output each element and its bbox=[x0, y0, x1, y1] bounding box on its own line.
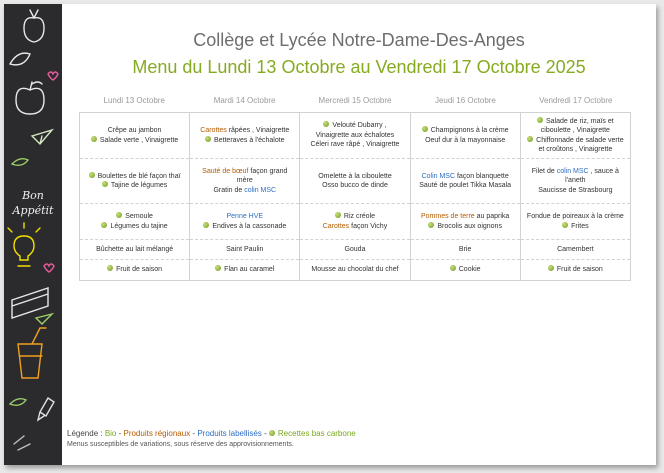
course-row-side bbox=[80, 204, 631, 240]
dish-text: Gratin de bbox=[213, 186, 245, 194]
dish-line bbox=[192, 176, 297, 186]
dish-line bbox=[302, 172, 407, 182]
menu-cell-tuesday bbox=[190, 204, 300, 240]
dish-line bbox=[523, 145, 628, 155]
menu-cell-thursday bbox=[410, 113, 520, 159]
course-row-dessert bbox=[80, 260, 631, 281]
legend-separator: - bbox=[261, 429, 269, 438]
menu-cell-monday bbox=[80, 260, 190, 281]
low-carbon-icon bbox=[116, 212, 122, 218]
low-carbon-icon bbox=[562, 222, 568, 228]
menu-cell-monday bbox=[80, 159, 190, 204]
dish-text: Flan au caramel bbox=[224, 266, 275, 274]
dish-line bbox=[82, 181, 187, 191]
menu-cell-friday bbox=[520, 240, 630, 260]
dish-text: Saucisse de Strasbourg bbox=[538, 186, 613, 194]
low-carbon-icon bbox=[428, 222, 434, 228]
menu-cell-thursday bbox=[410, 204, 520, 240]
dish-text: Légumes du tajine bbox=[110, 222, 168, 230]
dish-line bbox=[523, 222, 628, 232]
dish-line bbox=[413, 245, 518, 255]
dish-text: Mousse au chocolat du chef bbox=[311, 266, 399, 274]
low-carbon-icon bbox=[107, 265, 113, 271]
dish-line bbox=[302, 181, 407, 191]
menu-page bbox=[4, 4, 656, 465]
dish-line bbox=[413, 181, 518, 191]
dish-text: Betteraves à l'échalote bbox=[213, 136, 285, 144]
dish-text: râpées , Vinaigrette bbox=[226, 127, 290, 134]
labelled-product: colin MSC bbox=[556, 167, 589, 175]
course-row-cheese bbox=[80, 240, 631, 260]
menu-cell-friday bbox=[520, 260, 630, 281]
low-carbon-icon bbox=[205, 136, 211, 142]
chalkboard-decoration bbox=[4, 4, 62, 465]
dish-line bbox=[413, 222, 518, 232]
dish-line bbox=[302, 212, 407, 222]
menu-cell-friday bbox=[520, 159, 630, 204]
menu-cell-tuesday bbox=[190, 260, 300, 281]
legend-bio: Bio bbox=[104, 429, 117, 438]
low-carbon-icon bbox=[335, 212, 341, 218]
chalkboard-illustrations-icon bbox=[4, 4, 62, 465]
dish-text: Sauté de poulet Tikka Masala bbox=[419, 182, 512, 189]
dish-line bbox=[523, 176, 628, 186]
dish-line bbox=[302, 131, 407, 141]
labelled-product: Penne HVE bbox=[226, 213, 264, 220]
menu-cell-thursday bbox=[410, 260, 520, 281]
low-carbon-icon bbox=[102, 181, 108, 187]
dish-text: Semoule bbox=[125, 213, 153, 220]
dish-line bbox=[302, 265, 407, 275]
dish-text: Brocolis aux oignons bbox=[437, 222, 502, 230]
regional-product: Sauté de bœuf bbox=[202, 167, 249, 175]
low-carbon-icon bbox=[101, 222, 107, 228]
dish-text: façon Vichy bbox=[349, 222, 388, 230]
low-carbon-icon bbox=[537, 117, 543, 123]
low-carbon-icon bbox=[89, 172, 95, 178]
legend-low-carbon: Recettes bas carbone bbox=[277, 429, 356, 438]
dish-text: Boulettes de blé façon thaï bbox=[97, 172, 181, 180]
dish-text: et croûtons , Vinaigrette bbox=[538, 146, 613, 153]
day-header-row bbox=[79, 96, 631, 105]
low-carbon-icon bbox=[323, 121, 329, 127]
dish-line bbox=[192, 136, 297, 146]
school-name: Collège et Lycée Notre-Dame-Des-Anges bbox=[193, 30, 525, 50]
dish-line bbox=[523, 265, 628, 275]
dish-text: Bûchette au lait mélangé bbox=[96, 245, 174, 253]
legend bbox=[67, 429, 356, 438]
dish-line bbox=[413, 136, 518, 146]
menu-cell-friday bbox=[520, 113, 630, 159]
labelled-product: colin MSC bbox=[244, 186, 277, 194]
dish-line bbox=[82, 265, 187, 275]
dish-text: Céleri rave râpé , Vinaigrette bbox=[310, 141, 400, 149]
menu-cell-wednesday bbox=[300, 260, 410, 281]
dish-line bbox=[302, 222, 407, 232]
dish-text: Tajine de légumes bbox=[110, 182, 168, 189]
dish-text: l'aneth bbox=[565, 177, 586, 185]
dish-line bbox=[413, 265, 518, 275]
dish-line bbox=[192, 245, 297, 255]
menu-cell-tuesday bbox=[190, 240, 300, 260]
regional-product: Carottes bbox=[322, 222, 350, 230]
legend-separator: - bbox=[116, 429, 124, 438]
labelled-product: Colin MSC bbox=[421, 172, 456, 180]
dish-text: Salade de riz, maïs et bbox=[546, 117, 614, 125]
dish-text: Chiffonnade de salade verte bbox=[536, 136, 624, 144]
dish-text: Fondue de poireaux à la crème bbox=[526, 213, 624, 220]
dish-text: Fruit de saison bbox=[116, 266, 163, 274]
low-carbon-icon bbox=[91, 136, 97, 142]
course-row-starter bbox=[80, 113, 631, 159]
legend-separator: - bbox=[190, 429, 198, 438]
dish-line bbox=[523, 167, 628, 177]
dish-text: Omelette à la ciboulette bbox=[318, 172, 392, 180]
menu-cell-wednesday bbox=[300, 159, 410, 204]
dish-text: Vinaigrette aux échalotes bbox=[315, 131, 395, 139]
dish-line bbox=[302, 140, 407, 150]
dish-text: Osso bucco de dinde bbox=[322, 182, 388, 189]
dish-text: Endives à la cassonade bbox=[212, 222, 287, 230]
day-header-wednesday: Mercredi 15 Octobre bbox=[318, 96, 392, 105]
day-header-monday: Lundi 13 Octobre bbox=[103, 96, 165, 105]
dish-line bbox=[302, 121, 407, 131]
dish-text: Brie bbox=[458, 245, 472, 253]
low-carbon-icon bbox=[422, 126, 428, 132]
legend-regional: Produits régionaux bbox=[123, 429, 191, 438]
dish-text: au paprika bbox=[474, 213, 510, 220]
dish-text: Salade verte , Vinaigrette bbox=[99, 136, 179, 144]
dish-text: Riz créole bbox=[343, 213, 376, 220]
dish-line bbox=[413, 172, 518, 182]
dish-line bbox=[192, 265, 297, 275]
dish-text: Cookie bbox=[458, 266, 481, 274]
dish-text: mère bbox=[236, 177, 253, 185]
menu-cell-tuesday bbox=[190, 113, 300, 159]
menu-cell-wednesday bbox=[300, 113, 410, 159]
regional-product: Carottes bbox=[200, 127, 227, 134]
low-carbon-icon bbox=[215, 265, 221, 271]
menu-cell-tuesday bbox=[190, 159, 300, 204]
dish-text: Camembert bbox=[557, 245, 594, 253]
low-carbon-icon bbox=[548, 265, 554, 271]
dish-line bbox=[82, 212, 187, 222]
menu-cell-thursday bbox=[410, 159, 520, 204]
dish-line bbox=[82, 245, 187, 255]
dish-line bbox=[192, 167, 297, 177]
low-carbon-icon bbox=[203, 222, 209, 228]
dish-text: ciboulette , Vinaigrette bbox=[540, 127, 610, 134]
low-carbon-icon bbox=[527, 136, 533, 142]
dish-text: Champignons à la crème bbox=[430, 127, 509, 134]
menu-cell-wednesday bbox=[300, 204, 410, 240]
menu-table bbox=[79, 112, 631, 281]
dish-text: Gouda bbox=[344, 245, 366, 253]
day-header-friday: Vendredi 17 Octobre bbox=[539, 96, 613, 105]
chalk-lettering-2: Appétit bbox=[12, 204, 54, 217]
dish-line bbox=[523, 126, 628, 136]
dish-text: Oeuf dur à la mayonnaise bbox=[425, 136, 506, 144]
disclaimer-note: Menus susceptibles de variations, sous réserve des approvisionnements. bbox=[67, 441, 294, 448]
chalk-lettering: Bon bbox=[22, 189, 44, 202]
dish-line bbox=[192, 222, 297, 232]
dish-line bbox=[523, 117, 628, 127]
dish-text: Crêpe au jambon bbox=[107, 127, 162, 134]
low-carbon-icon bbox=[450, 265, 456, 271]
menu-cell-friday bbox=[520, 204, 630, 240]
dish-text: Velouté Dubarry , bbox=[332, 122, 387, 130]
day-header-thursday: Jeudi 16 Octobre bbox=[434, 96, 496, 105]
menu-cell-thursday bbox=[410, 240, 520, 260]
dish-line bbox=[523, 136, 628, 146]
dish-text: Fruit de saison bbox=[556, 266, 603, 274]
dish-line bbox=[82, 172, 187, 182]
dish-line bbox=[82, 222, 187, 232]
dish-line bbox=[302, 245, 407, 255]
course-row-main bbox=[80, 159, 631, 204]
dish-line bbox=[523, 212, 628, 222]
dish-line bbox=[82, 126, 187, 136]
dish-text: Frites bbox=[571, 222, 589, 230]
legend-labelled: Produits labellisés bbox=[197, 429, 262, 438]
dish-line bbox=[523, 186, 628, 196]
dish-line bbox=[413, 126, 518, 136]
menu-cell-monday bbox=[80, 240, 190, 260]
dish-line bbox=[523, 245, 628, 255]
dish-line bbox=[192, 212, 297, 222]
dish-text: , sauce à bbox=[588, 167, 619, 175]
dish-line bbox=[413, 212, 518, 222]
menu-cell-monday bbox=[80, 113, 190, 159]
dish-text: façon blanquette bbox=[455, 172, 509, 180]
dish-line bbox=[82, 136, 187, 146]
legend-prefix: Légende : bbox=[67, 429, 105, 438]
dish-text: Filet de bbox=[531, 167, 557, 175]
low-carbon-icon bbox=[269, 430, 275, 436]
regional-product: Pommes de terre bbox=[420, 213, 475, 220]
menu-cell-wednesday bbox=[300, 240, 410, 260]
day-header-tuesday: Mardi 14 Octobre bbox=[213, 96, 276, 105]
menu-title: Menu du Lundi 13 Octobre au Vendredi 17 Octobre 2025 bbox=[132, 57, 586, 77]
dish-line bbox=[192, 186, 297, 196]
menu-cell-monday bbox=[80, 204, 190, 240]
dish-text: Saint Paulin bbox=[226, 245, 264, 253]
dish-line bbox=[192, 126, 297, 136]
dish-text: façon grand bbox=[248, 167, 288, 175]
